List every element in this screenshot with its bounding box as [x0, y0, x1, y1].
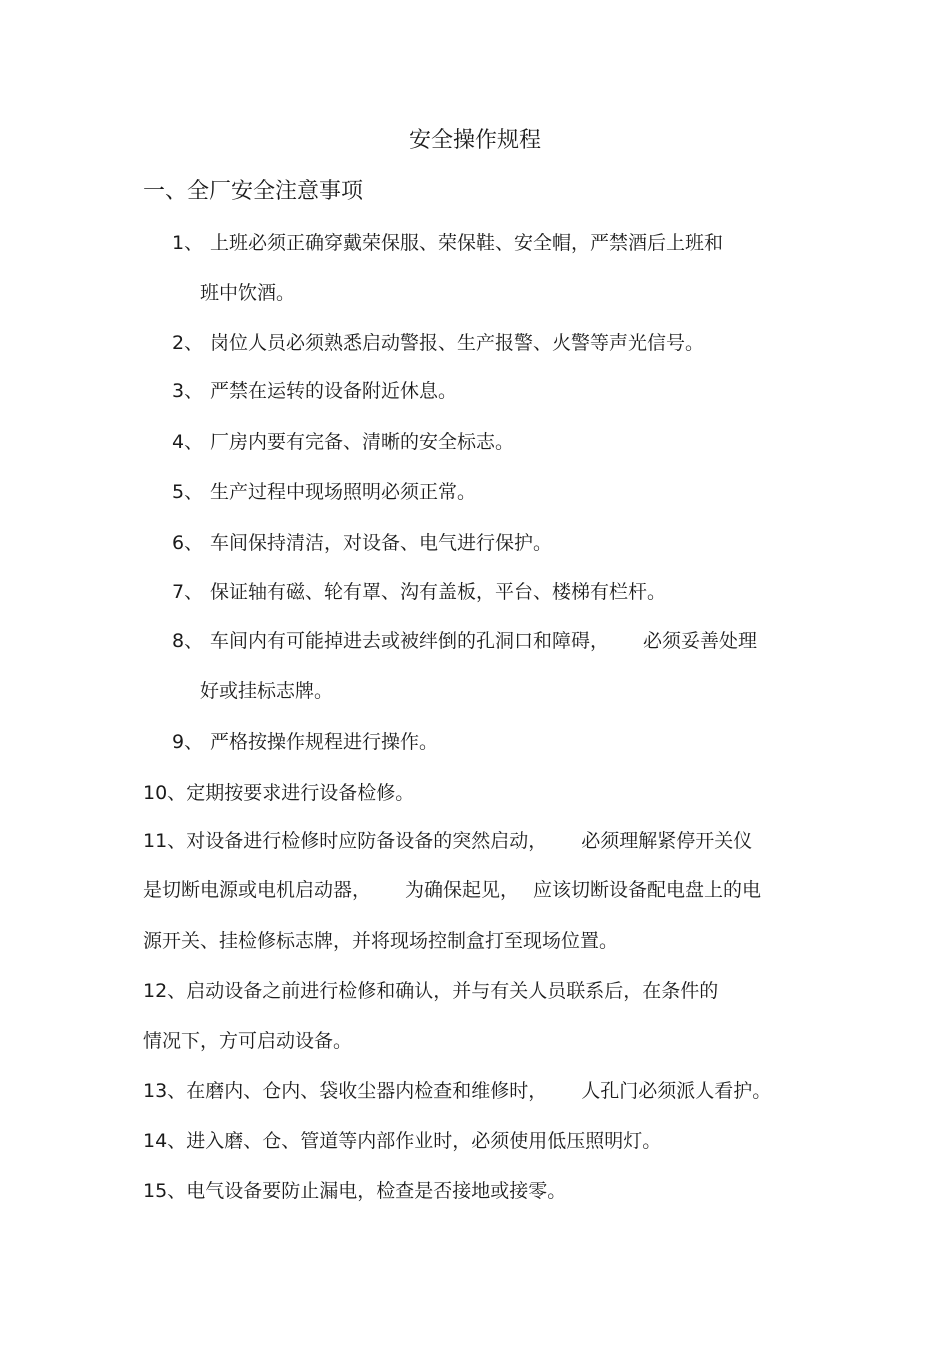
item-text-part: 为确保起见，	[405, 879, 520, 901]
item-text-part: 对设备进行检修时应防备设备的突然启动，	[186, 830, 548, 852]
item-number: 3、	[172, 380, 204, 402]
item-text: 进入磨、仓、管道等内部作业时，必须使用低压照明灯。	[186, 1130, 662, 1152]
item-text: 严格按操作规程进行操作。	[210, 731, 439, 753]
item-line	[143, 976, 718, 1006]
item-number: 5、	[172, 481, 204, 503]
item-number: 2、	[172, 332, 204, 354]
item-text: 启动设备之前进行检修和确认，并与有关人员联系后，在条件的	[186, 980, 719, 1002]
item-number: 6、	[172, 532, 204, 554]
item-text-part: 必须妥善处理	[643, 630, 758, 652]
item-number: 15、	[143, 1180, 187, 1202]
document-title: 安全操作规程	[408, 128, 541, 153]
item-text: 电气设备要防止漏电，检查是否接地或接零。	[186, 1180, 567, 1202]
item-number: 12、	[143, 980, 187, 1002]
item-text-part: 在磨内、仓内、袋收尘器内检查和维修时，	[186, 1080, 548, 1102]
item-number: 4、	[172, 431, 204, 453]
item-text: 上班必须正确穿戴荣保服、荣保鞋、安全帽，严禁酒后上班和	[210, 232, 724, 254]
item-number: 7、	[172, 581, 204, 603]
item-text-part: 车间内有可能掉进去或被绊倒的孔洞口和障碍，	[210, 630, 610, 652]
item-text: 厂房内要有完备、清晰的安全标志。	[210, 431, 515, 453]
item-text-part: 必须理解紧停开关仪	[581, 830, 753, 852]
item-line	[143, 1126, 661, 1156]
item-text: 源开关、挂检修标志牌，并将现场控制盒打至现场位置。	[143, 930, 619, 952]
item-text: 好或挂标志牌。	[200, 680, 334, 702]
item-number: 9、	[172, 731, 204, 753]
item-number: 10、	[143, 782, 187, 804]
item-text: 保证轴有磁、轮有罩、沟有盖板，平台、楼梯有栏杆。	[210, 581, 667, 603]
item-text: 生产过程中现场照明必须正常。	[210, 481, 477, 503]
item-number: 8、	[172, 630, 204, 652]
item-number: 1、	[172, 232, 204, 254]
item-text-part: 是切断电源或电机启动器，	[143, 879, 372, 901]
item-text-part: 应该切断设备配电盘上的电	[533, 879, 762, 901]
item-line	[143, 926, 618, 956]
item-text: 定期按要求进行设备检修。	[186, 782, 415, 804]
item-line	[143, 875, 761, 905]
item-text-part: 人孔门必须派人看护。	[581, 1080, 772, 1102]
item-text	[210, 626, 757, 656]
item-line	[143, 1176, 566, 1206]
item-text: 岗位人员必须熟悉启动警报、生产报警、火警等声光信号。	[210, 332, 705, 354]
section-heading: 一、全厂安全注意事项	[143, 179, 364, 204]
item-text: 班中饮酒。	[200, 282, 296, 304]
item-number: 14、	[143, 1130, 187, 1152]
item-line	[143, 1076, 771, 1106]
item-number: 13、	[143, 1080, 187, 1102]
item-text: 车间保持清洁，对设备、电气进行保护。	[210, 532, 553, 554]
item-text: 情况下，方可启动设备。	[143, 1030, 353, 1052]
item-number: 11、	[143, 830, 187, 852]
item-line	[143, 826, 752, 856]
item-line	[143, 1026, 352, 1056]
item-text: 严禁在运转的设备附近休息。	[210, 380, 458, 402]
item-line	[143, 778, 414, 808]
